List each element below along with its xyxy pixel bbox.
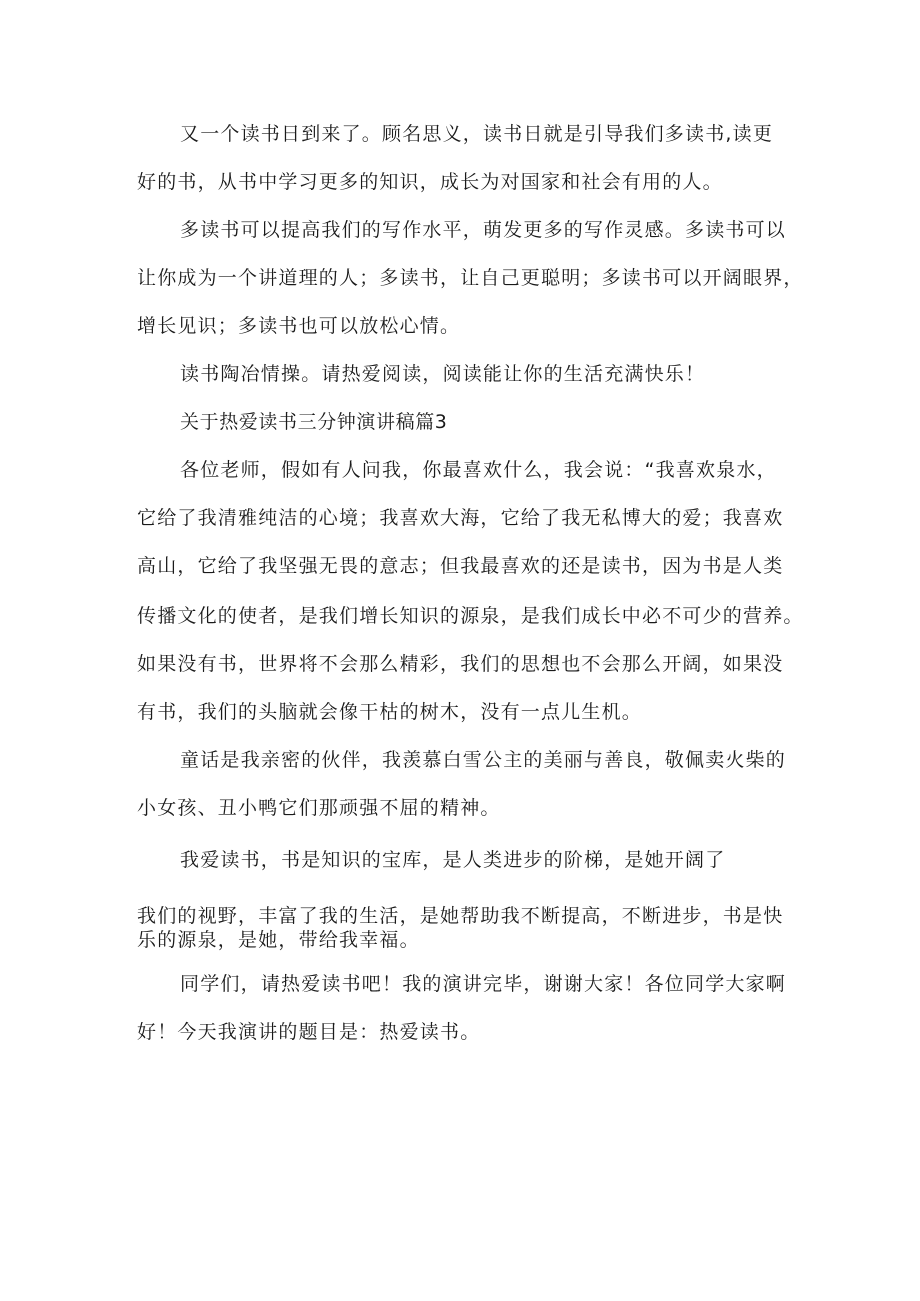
section-heading: 关于热爱读书三分钟演讲稿篇3 [180, 411, 448, 433]
teachers-line-1: 各位老师，假如有人问我，你最喜欢什么，我会说：“我喜欢泉水， [180, 459, 777, 481]
treasure-line-3: 乐的源泉，是她，带给我幸福。 [137, 929, 420, 951]
closing-line-2: 好！今天我演讲的题目是：热爱读书。 [137, 1021, 481, 1043]
intro-line-1: 又一个读书日到来了。顾名思义，读书日就是引导我们多读书,读更 [180, 123, 774, 145]
benefits-line-3: 增长见识；多读书也可以放松心情。 [137, 315, 461, 337]
fairy-tales-line-1: 童话是我亲密的伙伴，我羡慕白雪公主的美丽与善良，敬佩卖火柴的 [180, 749, 787, 771]
teachers-line-2: 它给了我清雅纯洁的心境；我喜欢大海，它给了我无私博大的爱；我喜欢 [137, 507, 784, 529]
teachers-line-3: 高山，它给了我坚强无畏的意志；但我最喜欢的还是读书，因为书是人类 [137, 555, 784, 577]
teachers-line-5: 如果没有书，世界将不会那么精彩，我们的思想也不会那么开阔，如果没 [137, 653, 784, 675]
closing-line-1: 同学们，请热爱读书吧！我的演讲完毕，谢谢大家！各位同学大家啊 [180, 973, 787, 995]
fairy-tales-line-2: 小女孩、丑小鸭它们那顽强不屈的精神。 [137, 797, 501, 819]
treasure-line-2: 我们的视野，丰富了我的生活，是她帮助我不断提高，不断进步，书是快 [137, 905, 784, 927]
intro-line-2: 好的书，从书中学习更多的知识，成长为对国家和社会有用的人。 [137, 171, 723, 193]
teachers-line-6: 有书，我们的头脑就会像干枯的树木，没有一点儿生机。 [137, 701, 643, 723]
benefits-line-1: 多读书可以提高我们的写作水平，萌发更多的写作灵感。多读书可以 [180, 219, 787, 241]
appeal-line-1: 读书陶冶情操。请热爱阅读，阅读能让你的生活充满快乐！ [180, 363, 706, 385]
benefits-line-2: 让你成为一个讲道理的人；多读书，让自己更聪明；多读书可以开阔眼界， [137, 267, 804, 289]
treasure-line-1: 我爱读书，书是知识的宝库，是人类进步的阶梯，是她开阔了 [180, 849, 726, 871]
teachers-line-4: 传播文化的使者，是我们增长知识的源泉，是我们成长中必不可少的营养。 [137, 605, 804, 627]
